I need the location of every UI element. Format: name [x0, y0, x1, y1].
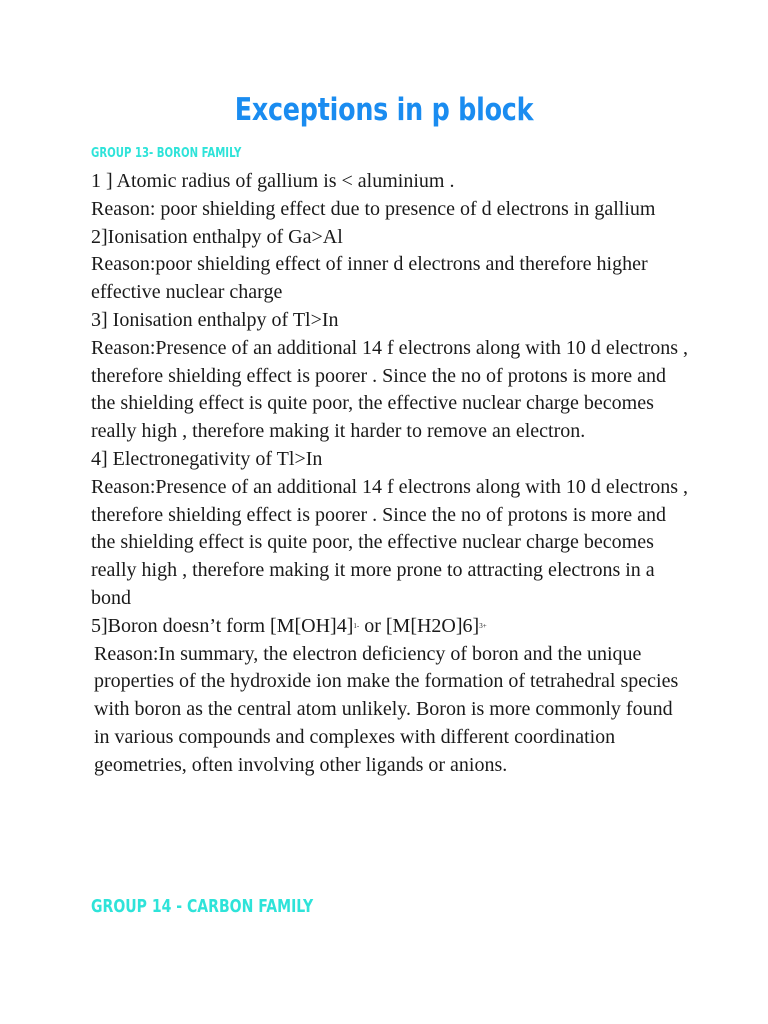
- point-5-mid: or [M[H2O]6]: [359, 614, 480, 637]
- point-5-prefix: 5]Boron doesn’t form [M[OH]4]: [91, 614, 354, 637]
- charge-2: 3+: [479, 621, 487, 630]
- point-2-statement: 2]Ionisation enthalpy of Ga>Al: [91, 225, 343, 248]
- point-4-reason: Reason:Presence of an additional 14 f electrons along with 10 d electrons , therefore shielding effect is poorer . Since the no of protons is more and the shielding effect is quite poor, the effective nuclear charge becomes really high , therefore making it more prone to attracting electrons in a bond: [91, 475, 689, 609]
- point-5-statement: [91, 613, 691, 641]
- point-3-reason: Reason:Presence of an additional 14 f electrons along with 10 d electrons , therefore shielding effect is poorer . Since the no of protons is more and the shielding effect is quite poor, the effective nuclear charge becomes really high , therefore making it harder to remove an electron.: [91, 336, 689, 443]
- document-body: [91, 168, 691, 780]
- point-5-reason: Reason:In summary, the electron deficiency of boron and the unique properties of the hydroxide ion make the formation of tetrahedral species with boron as the central atom unlikely. Boron is more commonly found in various compounds and complexes with different coordination geometries, often involving other ligands or anions.: [94, 642, 679, 776]
- point-4-statement: 4] Electronegativity of Tl>In: [91, 447, 323, 470]
- point-1-statement: 1 ] Atomic radius of gallium is < aluminium .: [91, 170, 455, 192]
- page-title: Exceptions in p block: [234, 92, 534, 128]
- point-1-reason: Reason: poor shielding effect due to presence of d electrons in gallium: [91, 197, 656, 220]
- point-2-reason: Reason:poor shielding effect of inner d electrons and therefore higher effective nuclear charge: [91, 253, 648, 304]
- charge-1: 1-: [353, 621, 360, 630]
- group-13-heading: GROUP 13- BORON FAMILY: [91, 146, 242, 161]
- point-3-statement: 3] Ionisation enthalpy of Tl>In: [91, 308, 339, 331]
- group-14-heading: GROUP 14 - CARBON FAMILY: [91, 896, 314, 917]
